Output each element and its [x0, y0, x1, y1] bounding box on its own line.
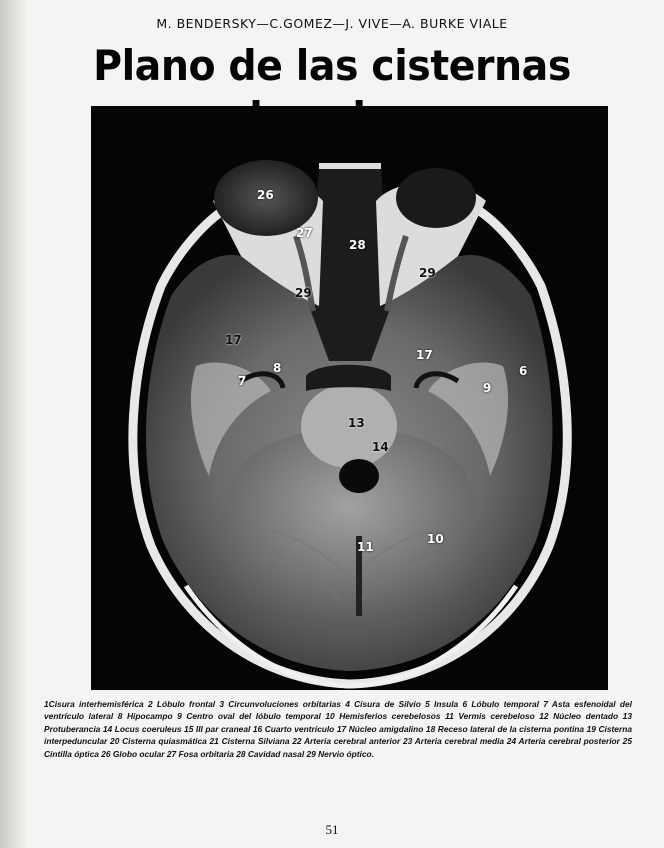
label-17-right: 17 [416, 348, 433, 362]
page-title: Plano de las cisternas [93, 41, 571, 90]
page-number: 51 [325, 822, 339, 837]
label-17-left: 17 [225, 333, 242, 347]
label-6: 6 [519, 364, 528, 378]
figure-legend: 1Cisura interhemisférica 2 Lóbulo frontal 3 Circunvoluciones orbitarias 4 Cisura de Silvio 5 Insula 6 Lóbulo temporal 7 Asta esfenoidal del ventrículo lateral 8 Hipocampo 9 Centro oval del lóbulo temporal 10 Hemisferios cerebelosos 11 Vermis cerebeloso 12 Núcleo dentado 13 Protuberancia 14 Locus coeruleus 15 III par craneal 16 Cuarto ventrículo 17 Núcleo amigdalino 18 Receso lateral de la cisterna pontina 19 Cisterna interpeduncular 20 Cisterna quiasmática 21 Cisterna Silviana 22 Arteria cerebral anterior 23 Arteria cerebral media 24 Arteria cerebral posterior 25 Cintilla óptica 26 Globo ocular 27 Fosa orbitaria 28 Cavidad nasal 29 Nervio óptico. [44, 699, 632, 759]
label-29-left: 29 [295, 286, 312, 300]
mri-axial-brain-image [91, 106, 608, 690]
label-27: 27 [296, 226, 313, 240]
mri-scan-drawing [91, 106, 608, 690]
label-10: 10 [427, 532, 444, 546]
authors-line: M. BENDERSKY—C.GOMEZ—J. VIVE—A. BURKE VIALE [156, 16, 508, 31]
label-11: 11 [357, 540, 374, 554]
label-29-right: 29 [419, 266, 436, 280]
label-28: 28 [349, 238, 366, 252]
label-14: 14 [372, 440, 389, 454]
label-8: 8 [273, 361, 282, 375]
label-26: 26 [257, 188, 274, 202]
label-9: 9 [483, 381, 492, 395]
label-13: 13 [348, 416, 365, 430]
label-7: 7 [238, 374, 247, 388]
